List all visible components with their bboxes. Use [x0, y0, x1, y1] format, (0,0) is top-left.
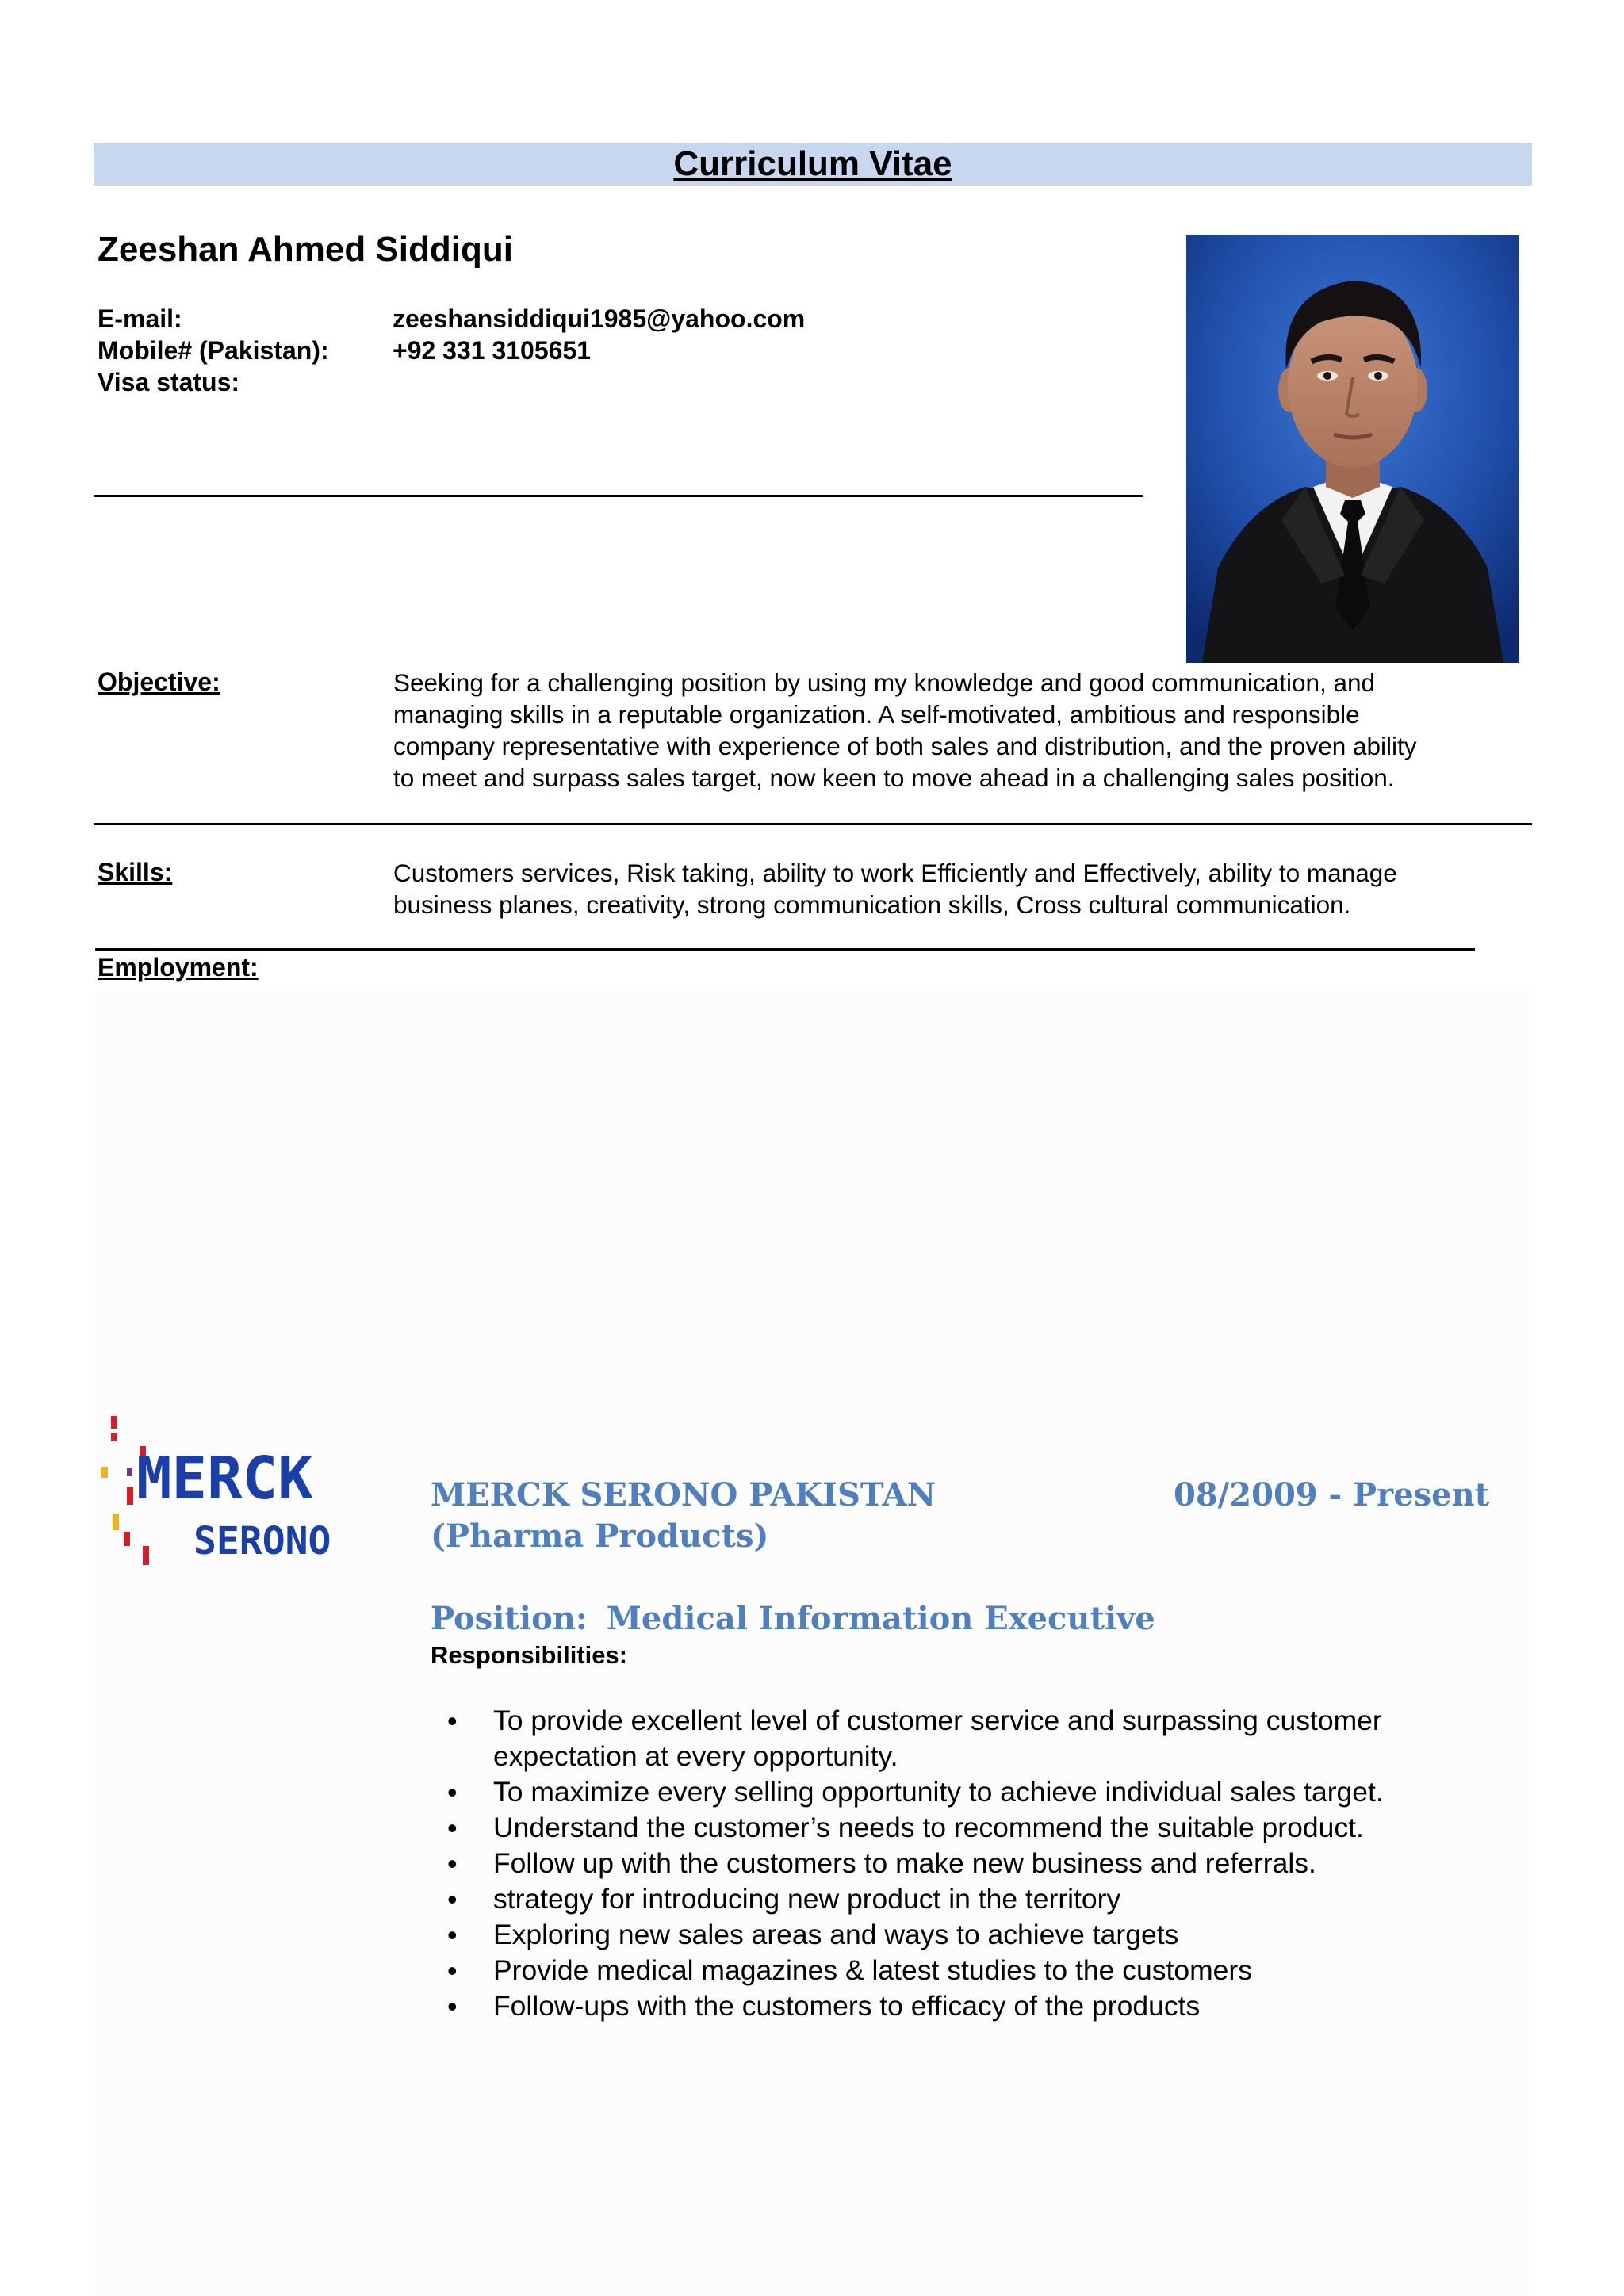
objective-line: to meet and surpass sales target, now keen to move ahead in a challenging sales position. — [393, 763, 1395, 792]
divider — [95, 948, 1475, 951]
divider — [94, 495, 1143, 497]
list-item: • Follow up with the customers to make new business and referrals. — [447, 1847, 1316, 1880]
company-name-line: MERCK SERONO PAKISTAN — [431, 1476, 936, 1513]
skills-text — [393, 857, 1535, 920]
list-item: • Provide medical magazines & latest studies to the customers — [447, 1954, 1252, 1987]
objective-line: company representative with experience of both sales and distribution, and the proven ability — [393, 732, 1417, 760]
employment-label: Employment: — [98, 953, 259, 982]
responsibilities-list — [438, 1703, 1469, 2024]
bullet-icon: • — [447, 1883, 458, 1915]
bullet-icon: • — [447, 1919, 458, 1951]
candidate-name: Zeeshan Ahmed Siddiqui — [98, 230, 513, 269]
email-label: E-mail: — [98, 304, 182, 333]
list-item: • Exploring new sales areas and ways to achieve targets — [447, 1919, 1179, 1951]
objective-text — [393, 667, 1535, 794]
company-sector-line: (Pharma Products) — [431, 1517, 769, 1555]
mobile-label: Mobile# (Pakistan): — [98, 336, 329, 365]
logo-word-merck: MERCK — [136, 1445, 313, 1513]
employment-dates: 08/2009 - Present — [1174, 1476, 1490, 1513]
list-item: • To provide excellent level of customer service and surpassing customer expectation at every opportunity. — [447, 1705, 1382, 1772]
company-name — [431, 1475, 1113, 1557]
bullet-icon: • — [447, 1812, 458, 1844]
skills-line: business planes, creativity, strong communication skills, Cross cultural communication. — [393, 890, 1351, 919]
position-label: Position: — [431, 1600, 588, 1637]
profile-photo — [1186, 235, 1519, 663]
page-background — [95, 991, 1530, 2296]
objective-line: Seeking for a challenging position by using my knowledge and good communication, and — [393, 668, 1376, 697]
objective-label: Objective: — [98, 668, 220, 696]
objective-line: managing skills in a reputable organization. A self-motivated, ambitious and responsible — [393, 700, 1360, 729]
skills-label: Skills: — [98, 858, 173, 886]
responsibilities-label: Responsibilities: — [431, 1641, 628, 1669]
list-item: • To maximize every selling opportunity to achieve individual sales target. — [447, 1776, 1384, 1808]
mobile-value: +92 331 3105651 — [393, 336, 592, 365]
bullet-icon: • — [447, 1954, 458, 1987]
bullet-icon: • — [447, 1776, 458, 1808]
logo-word-serono: SERONO — [193, 1519, 331, 1563]
position-row — [431, 1600, 1155, 1637]
contact-mobile-row — [98, 336, 591, 365]
contact-visa-row — [98, 368, 393, 397]
merck-serono-logo — [95, 1411, 357, 1578]
visa-label: Visa status: — [98, 368, 240, 396]
position-value: Medical Information Executive — [606, 1600, 1155, 1637]
list-item: • Follow-ups with the customers to efficacy of the products — [447, 1990, 1201, 2022]
contact-email-row — [98, 304, 805, 334]
email-value: zeeshansiddiqui1985@yahoo.com — [393, 304, 806, 333]
bullet-icon: • — [447, 1990, 458, 2022]
list-item: • strategy for introducing new product in the territory — [447, 1883, 1121, 1915]
bullet-icon: • — [447, 1847, 458, 1880]
page-title: Curriculum Vitae — [673, 144, 952, 183]
list-item: • Understand the customer’s needs to recommend the suitable product. — [447, 1812, 1364, 1844]
bullet-icon: • — [447, 1705, 458, 1737]
skills-line: Customers services, Risk taking, ability to work Efficiently and Effectively, ability to manage — [393, 859, 1397, 887]
divider — [94, 823, 1532, 825]
